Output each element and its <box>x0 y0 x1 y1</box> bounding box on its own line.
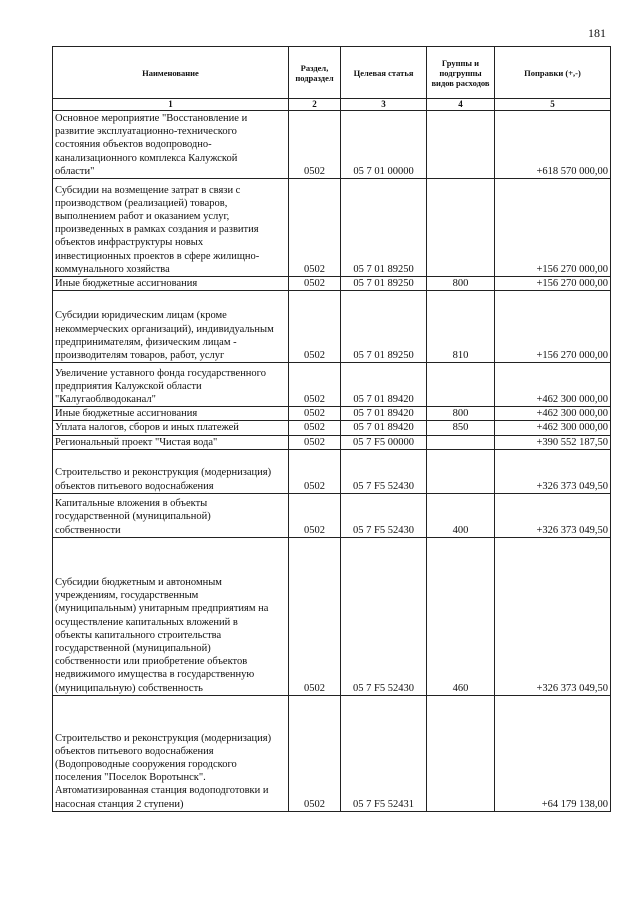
row-group <box>427 179 495 277</box>
table-row <box>53 537 611 695</box>
header-groups: Группы и подгруппы видов расходов <box>427 47 495 99</box>
table-row <box>53 435 611 449</box>
row-group: 800 <box>427 277 495 291</box>
row-name: Иные бюджетные ассигнования <box>53 277 289 291</box>
row-section: 0502 <box>289 111 341 179</box>
row-group: 460 <box>427 537 495 695</box>
row-group <box>427 695 495 811</box>
row-name: Капитальные вложения в объекты государственной (муниципальной) собственности <box>53 493 289 537</box>
row-name: Субсидии на возмещение затрат в связи с производством (реализацией) товаров, выполнением работ и оказанием услуг, произведенных в рамках создания и развития объектов инфраструктуры новых инвестиционных проектов в сфере жилищно- коммунального хозяйства <box>53 179 289 277</box>
row-section: 0502 <box>289 695 341 811</box>
row-amount: +618 570 000,00 <box>495 111 611 179</box>
budget-amendments-table <box>52 46 611 812</box>
row-name: Строительство и реконструкция (модернизация) объектов питьевого водоснабжения (Водопроводные сооружения городского поселения "Поселок Воротынск". Автоматизированная станция водоподготовки и насосная станция 2 ступени) <box>53 695 289 811</box>
row-amount: +326 373 049,50 <box>495 449 611 493</box>
header-section: Раздел, подраздел <box>289 47 341 99</box>
table-row <box>53 291 611 363</box>
row-target: 05 7 F5 52430 <box>341 449 427 493</box>
row-target: 05 7 F5 52431 <box>341 695 427 811</box>
column-number: 4 <box>427 99 495 111</box>
table-row <box>53 449 611 493</box>
row-section: 0502 <box>289 435 341 449</box>
row-amount: +64 179 138,00 <box>495 695 611 811</box>
header-target: Целевая статья <box>341 47 427 99</box>
row-group: 810 <box>427 291 495 363</box>
row-section: 0502 <box>289 277 341 291</box>
row-name: Субсидии юридическим лицам (кроме некоммерческих организаций), индивидуальным предпринимателям, физическим лицам - производителям товаров, работ, услуг <box>53 291 289 363</box>
column-number: 3 <box>341 99 427 111</box>
header-name: Наименование <box>53 47 289 99</box>
row-target: 05 7 01 89420 <box>341 363 427 407</box>
row-section: 0502 <box>289 179 341 277</box>
row-target: 05 7 01 89250 <box>341 277 427 291</box>
row-name: Увеличение уставного фонда государственного предприятия Калужской области "Калугаоблводоканал" <box>53 363 289 407</box>
row-name: Строительство и реконструкция (модернизация) объектов питьевого водоснабжения <box>53 449 289 493</box>
row-name: Региональный проект "Чистая вода" <box>53 435 289 449</box>
row-target: 05 7 01 89420 <box>341 407 427 421</box>
row-section: 0502 <box>289 493 341 537</box>
row-amount: +462 300 000,00 <box>495 421 611 435</box>
row-amount: +462 300 000,00 <box>495 407 611 421</box>
column-number: 2 <box>289 99 341 111</box>
row-amount: +156 270 000,00 <box>495 277 611 291</box>
table-row <box>53 493 611 537</box>
header-amendments: Поправки (+,-) <box>495 47 611 99</box>
row-amount: +156 270 000,00 <box>495 291 611 363</box>
row-amount: +326 373 049,50 <box>495 537 611 695</box>
row-target: 05 7 01 89420 <box>341 421 427 435</box>
row-target: 05 7 F5 00000 <box>341 435 427 449</box>
row-group <box>427 111 495 179</box>
row-amount: +156 270 000,00 <box>495 179 611 277</box>
row-group <box>427 435 495 449</box>
row-amount: +390 552 187,50 <box>495 435 611 449</box>
column-number: 5 <box>495 99 611 111</box>
row-target: 05 7 01 89250 <box>341 291 427 363</box>
table-row <box>53 277 611 291</box>
row-target: 05 7 01 00000 <box>341 111 427 179</box>
row-target: 05 7 01 89250 <box>341 179 427 277</box>
row-name: Уплата налогов, сборов и иных платежей <box>53 421 289 435</box>
row-section: 0502 <box>289 421 341 435</box>
table-row <box>53 407 611 421</box>
column-number-row <box>53 99 611 111</box>
table-row <box>53 421 611 435</box>
row-amount: +462 300 000,00 <box>495 363 611 407</box>
row-section: 0502 <box>289 449 341 493</box>
row-group: 400 <box>427 493 495 537</box>
row-group: 800 <box>427 407 495 421</box>
row-section: 0502 <box>289 291 341 363</box>
row-section: 0502 <box>289 363 341 407</box>
row-group <box>427 449 495 493</box>
row-name: Субсидии бюджетным и автономным учреждениям, государственным (муниципальным) унитарным предприятиям на осуществление капитальных вложений в объекты капитального строительства государственной (муниципальной) собственности или приобретение объектов недвижимого имущества в государственную (муниципальную) собственность <box>53 537 289 695</box>
page-number: 181 <box>588 26 606 40</box>
table-header-row <box>53 47 611 99</box>
row-group <box>427 363 495 407</box>
table-row <box>53 111 611 179</box>
column-number: 1 <box>53 99 289 111</box>
row-group: 850 <box>427 421 495 435</box>
table-row <box>53 179 611 277</box>
row-section: 0502 <box>289 537 341 695</box>
row-target: 05 7 F5 52430 <box>341 493 427 537</box>
row-name: Основное мероприятие "Восстановление и развитие эксплуатационно-технического состояния объектов водопроводно- канализационного комплекса Калужской области" <box>53 111 289 179</box>
row-name: Иные бюджетные ассигнования <box>53 407 289 421</box>
row-amount: +326 373 049,50 <box>495 493 611 537</box>
row-target: 05 7 F5 52430 <box>341 537 427 695</box>
row-section: 0502 <box>289 407 341 421</box>
table-row <box>53 695 611 811</box>
table-row <box>53 363 611 407</box>
